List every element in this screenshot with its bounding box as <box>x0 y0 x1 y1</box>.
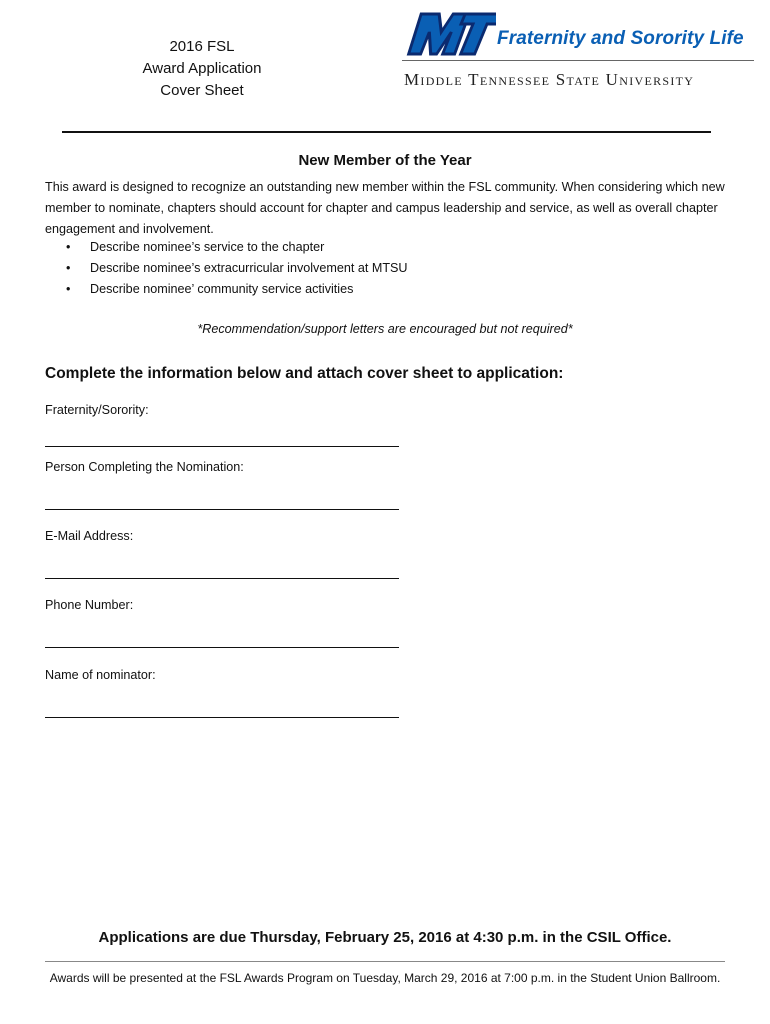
list-item: • Describe nominee’s service to the chapter <box>45 237 685 258</box>
nomination-criteria-list <box>45 237 685 300</box>
logo-divider <box>402 60 754 61</box>
person-completing-field[interactable] <box>45 509 399 510</box>
cover-sheet-heading <box>100 36 304 102</box>
form-instructions: Complete the information below and attach cover sheet to application: <box>45 365 564 382</box>
nominator-label: Name of nominator: <box>45 668 156 682</box>
phone-field[interactable] <box>45 647 399 648</box>
heading-line-title: Award Application <box>142 60 262 77</box>
awards-program-note: Awards will be presented at the FSL Awards Program on Tuesday, March 29, 2016 at 7:00 p.m. in the Student Union Ballroom. <box>49 971 721 985</box>
fraternity-sorority-field[interactable] <box>45 446 399 447</box>
footer-divider <box>45 961 725 962</box>
list-item: • Describe nominee’s extracurricular involvement at MTSU <box>45 258 685 279</box>
heading-line-year: 2016 FSL <box>169 38 235 55</box>
heading-line-subtitle: Cover Sheet <box>160 82 244 99</box>
phone-label: Phone Number: <box>45 598 134 612</box>
bullet-icon: • <box>66 240 71 254</box>
university-name: Middle Tennessee State University <box>404 70 695 89</box>
email-label: E-Mail Address: <box>45 529 134 543</box>
header-divider <box>62 131 711 133</box>
award-description: This award is designed to recognize an outstanding new member within the FSL community. When considering which new member to nominate, chapters should account for chapter and campus leadership and service, as well as overall chapter engagement and involvement. <box>45 180 725 236</box>
mtsu-fsl-logo <box>402 10 754 96</box>
department-name: Fraternity and Sorority Life <box>497 28 744 49</box>
bullet-icon: • <box>66 261 71 275</box>
deadline-notice: Applications are due Thursday, February 25, 2016 at 4:30 p.m. in the CSIL Office. <box>98 929 672 946</box>
list-item: • Describe nominee’ community service activities <box>45 279 685 300</box>
mt-monogram-icon <box>404 10 496 62</box>
recommendation-note: *Recommendation/support letters are encouraged but not required* <box>197 322 573 336</box>
nominator-field[interactable] <box>45 717 399 718</box>
person-completing-label: Person Completing the Nomination: <box>45 460 244 474</box>
email-field[interactable] <box>45 578 399 579</box>
award-title: New Member of the Year <box>298 152 472 169</box>
bullet-icon: • <box>66 282 71 296</box>
fraternity-sorority-label: Fraternity/Sorority: <box>45 403 149 417</box>
